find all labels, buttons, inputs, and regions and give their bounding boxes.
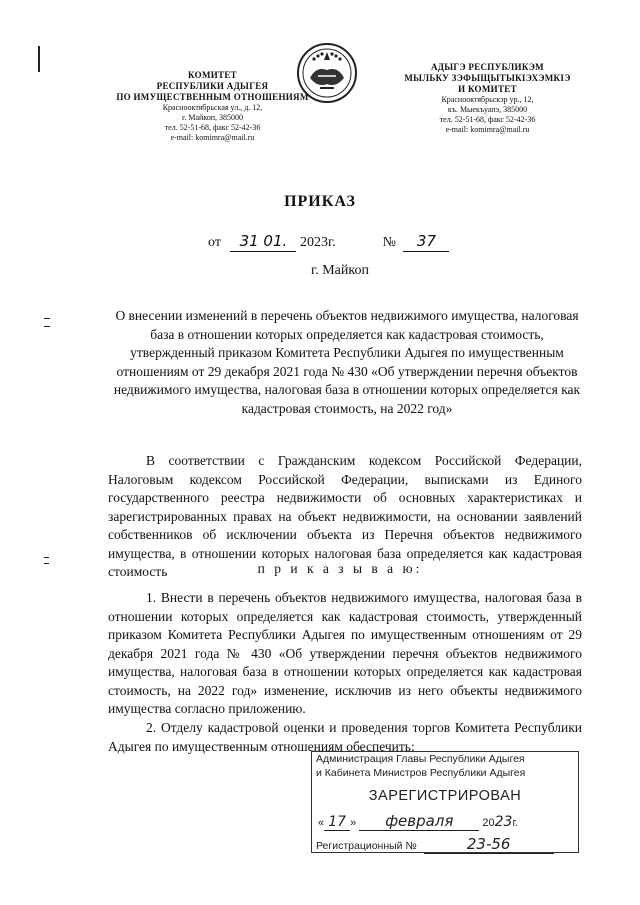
item1-block bbox=[108, 589, 582, 719]
preamble-text: В соответствии с Гражданским кодексом Российской Федерации, Налоговым кодексом Российской Федерации, выписками из Единого государственного реестра недвижимости об основных характеристиках и зарегистрированных правах на объект недвижимости, на основании заявлений собственников об исключении объекта из Перечня объектов недвижимого имущества, в отношении которых налоговая база определяется как кадастровая стоимость bbox=[108, 453, 582, 579]
item1-text: 1. Внести в перечень объектов недвижимого имущества, налоговая база в отношении которых определяется как кадастровая стоимость, утвержденный приказом Комитета Республики Адыгея по имущественным отношениям от 29 декабря 2021 года № 430 «Об утверждении перечня объектов недвижимого имущества, налоговая база в отношении которых определяется как кадастровая стоимость, на 2022 год» изменение, исключив из него объекты недвижимого имущества согласно приложению. bbox=[108, 590, 582, 716]
registration-stamp bbox=[311, 751, 579, 853]
org-city-ady: къ. Мыекъуапэ, 385000 bbox=[447, 105, 528, 114]
date-suffix: 2023г. bbox=[299, 235, 336, 250]
stamp-reg-row bbox=[316, 835, 574, 854]
margin-tick bbox=[44, 326, 50, 327]
stamp-line2: и Кабинета Министров Республики Адыгея bbox=[316, 767, 526, 779]
number-prefix: № bbox=[382, 235, 396, 250]
header-left bbox=[95, 70, 330, 143]
org-email: e-mail: komimra@mail.ru bbox=[170, 133, 255, 142]
org-name-ady-line3: И КОМИТЕТ bbox=[458, 84, 517, 94]
org-name-line1: КОМИТЕТ bbox=[188, 70, 237, 80]
document-title: ПРИКАЗ bbox=[284, 193, 356, 210]
document-topic: О внесении изменений в перечень объектов недвижимого имущества, налоговая база в отношении которых определяется как кадастровая стоимость, утвержденный приказом Комитета Республики Адыгея по имущественным отношениям от 29 декабря 2021 года № 430 «Об утверждении перечня объектов недвижимого имущества, налоговая база в отношении которых определяется как кадастровая стоимость, на 2022 год» bbox=[113, 308, 581, 416]
stamp-line1: Администрация Главы Республики Адыгея bbox=[316, 753, 525, 765]
stamp-year-end: г. bbox=[512, 817, 519, 829]
date-field bbox=[230, 232, 296, 252]
item2-text: 2. Отделу кадастровой оценки и проведения торгов Комитета Республики Адыгея по имущественным отношениям обеспечить: bbox=[108, 720, 582, 754]
stamp-date: « 17 » февраля 2023г. bbox=[318, 812, 519, 830]
org-name-ady-line1: АДЫГЭ РЕСПУБЛИКЭМ bbox=[431, 62, 544, 72]
date-prefix: от bbox=[208, 235, 221, 250]
coat-of-arms-icon bbox=[296, 42, 358, 104]
date-handwritten: 31 01. bbox=[239, 232, 288, 250]
org-city: г. Майкоп, 385000 bbox=[181, 113, 244, 122]
org-name-line2: РЕСПУБЛИКИ АДЫГЕЯ bbox=[156, 81, 269, 91]
date-number-line bbox=[208, 232, 488, 252]
margin-mark bbox=[38, 46, 40, 72]
stamp-year-prefix: 20 bbox=[482, 817, 495, 829]
stamp-reg-label: Регистрационный № bbox=[316, 840, 417, 852]
org-email-ady: e-mail: komimra@mail.ru bbox=[445, 125, 530, 134]
org-name-line3: ПО ИМУЩЕСТВЕННЫМ ОТНОШЕНИЯМ bbox=[116, 92, 309, 102]
number-handwritten: 37 bbox=[416, 232, 437, 250]
org-address-ady: Краснооктябрьскэр ур., 12, bbox=[441, 95, 534, 104]
stamp-registered: ЗАРЕГИСТРИРОВАН bbox=[368, 788, 522, 804]
org-address: Краснооктябрьская ул., д. 12, bbox=[162, 103, 263, 112]
order-word: п р и к а з ы в а ю: bbox=[257, 561, 423, 576]
stamp-month: февраля bbox=[385, 812, 454, 830]
org-name-ady-line2: МЫЛЬКУ ЗЭФЫЩЫТЫКIЭХЭМКIЭ bbox=[404, 73, 571, 83]
number-field bbox=[403, 232, 449, 252]
margin-tick bbox=[44, 557, 49, 558]
margin-tick bbox=[44, 318, 50, 319]
org-phone-ady: тел. 52-51-68, факс 52-42-36 bbox=[439, 115, 536, 124]
org-phone: тел. 52-51-68, факс 52-42-36 bbox=[164, 123, 261, 132]
stamp-day: 17 bbox=[328, 814, 347, 830]
stamp-year-suffix: 23 bbox=[494, 814, 513, 830]
document-city: г. Майкоп bbox=[311, 263, 369, 278]
stamp-reg-number: 23-56 bbox=[466, 835, 511, 853]
header-right bbox=[385, 62, 590, 135]
